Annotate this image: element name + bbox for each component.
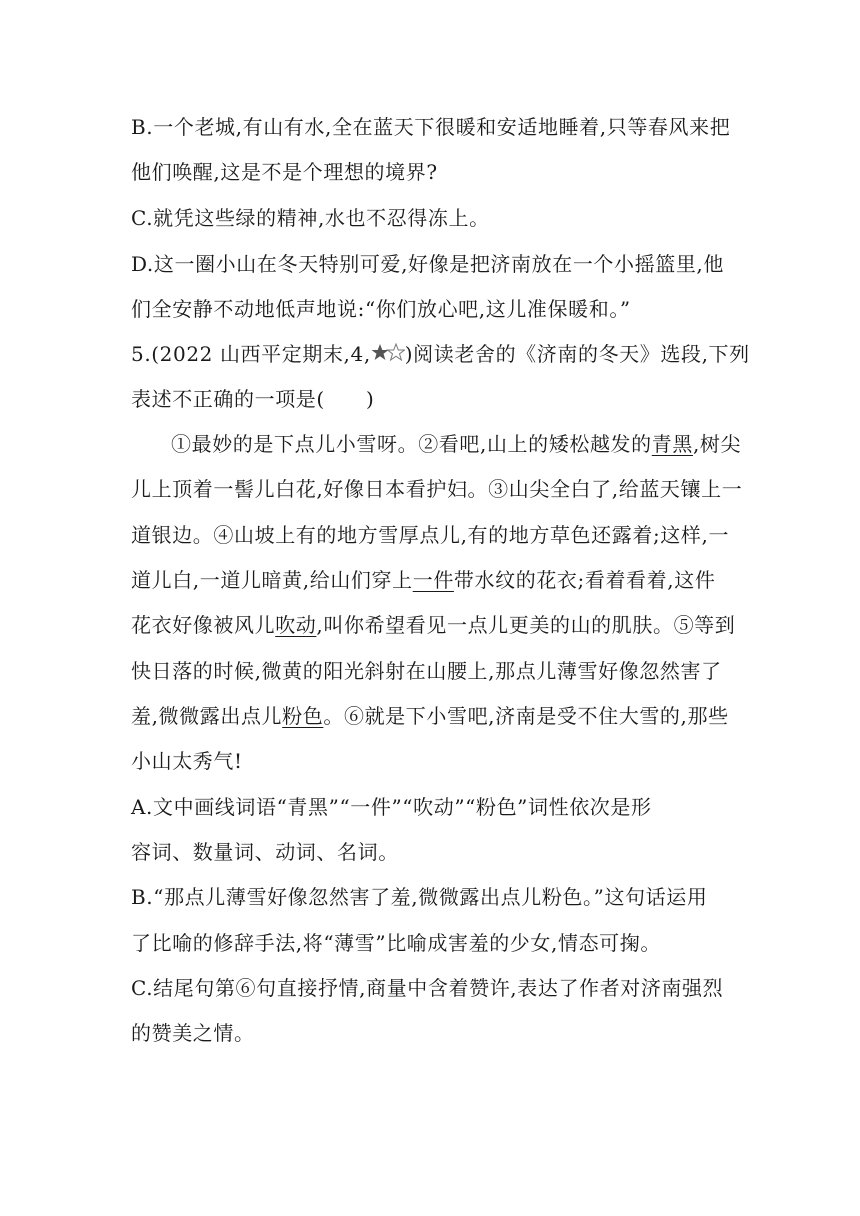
option-b-line2: 了比喻的修辞手法,将“薄雪”比喻成害羞的少女,情态可掬。 — [131, 931, 661, 955]
passage-line-6: 快日落的时候,微黄的阳光斜射在山腰上,那点儿薄雪好像忽然害了 — [131, 659, 722, 683]
prev-option-b-line2: 他们唤醒,这是不是个理想的境界? — [131, 160, 438, 184]
passage-line-3: 道银边。④山坡上有的地方雪厚点儿,有的地方草色还露着;这样,一 — [131, 523, 730, 547]
star-rating-icon — [371, 343, 405, 363]
option-c-line2: 的赞美之情。 — [131, 1021, 255, 1045]
prev-option-c: C.就凭这些绿的精神,水也不忍得冻上。 — [131, 206, 490, 230]
passage-line-1: ①最妙的是下点儿小雪呀。②看吧,山上的矮松越发的青黑,树尖 — [171, 432, 742, 456]
question-5-stem-line1 — [131, 341, 750, 367]
prev-option-d-line2: 们全安静不动地低声地说:“你们放心吧,这儿准保暖和。” — [131, 297, 631, 321]
option-a-line2: 容词、数量词、动词、名词。 — [131, 840, 399, 864]
underlined-word-yijian: 一件 — [412, 568, 454, 592]
prev-option-b-line1: B.一个老城,有山有水,全在蓝天下很暖和安适地睡着,只等春风来把 — [131, 115, 731, 139]
passage-line-2: 儿上顶着一髻儿白花,好像日本看护妇。③山尖全白了,给蓝天镶上一 — [131, 477, 743, 501]
passage-line-7: 羞,微微露出点儿粉色。⑥就是下小雪吧,济南是受不住大雪的,那些 — [131, 704, 729, 728]
option-c-line1: C.结尾句第⑥句直接抒情,商量中含着赞许,表达了作者对济南强烈 — [131, 976, 724, 1000]
underlined-word-chuidong: 吹动 — [275, 613, 317, 637]
passage-line-4: 道儿白,一道儿暗黄,给山们穿上一件带水纹的花衣;看着看着,这件 — [131, 568, 716, 592]
underlined-word-fense: 粉色 — [282, 704, 324, 728]
passage-line-8: 小山太秀气! — [131, 749, 243, 773]
question-5-stem-line2: 表述不正确的一项是( ) — [131, 387, 375, 411]
option-a-line1: A.文中画线词语“青黑”“一件”“吹动”“粉色”词性依次是形 — [131, 795, 652, 819]
question-5-suffix: )阅读老舍的《济南的冬天》选段,下列 — [404, 342, 750, 366]
passage-line-5: 花衣好像被风儿吹动,叫你希望看见一点儿更美的山的肌肤。⑤等到 — [131, 613, 736, 637]
prev-option-d-line1: D.这一圈小山在冬天特别可爱,好像是把济南放在一个小摇篮里,他 — [131, 252, 724, 276]
underlined-word-qinghei: 青黑 — [651, 432, 693, 456]
question-5-prefix: 5.(2022 山西平定期末,4, — [131, 342, 371, 366]
option-b-line1: B.“那点儿薄雪好像忽然害了羞,微微露出点儿粉色。”这句话运用 — [131, 885, 708, 909]
